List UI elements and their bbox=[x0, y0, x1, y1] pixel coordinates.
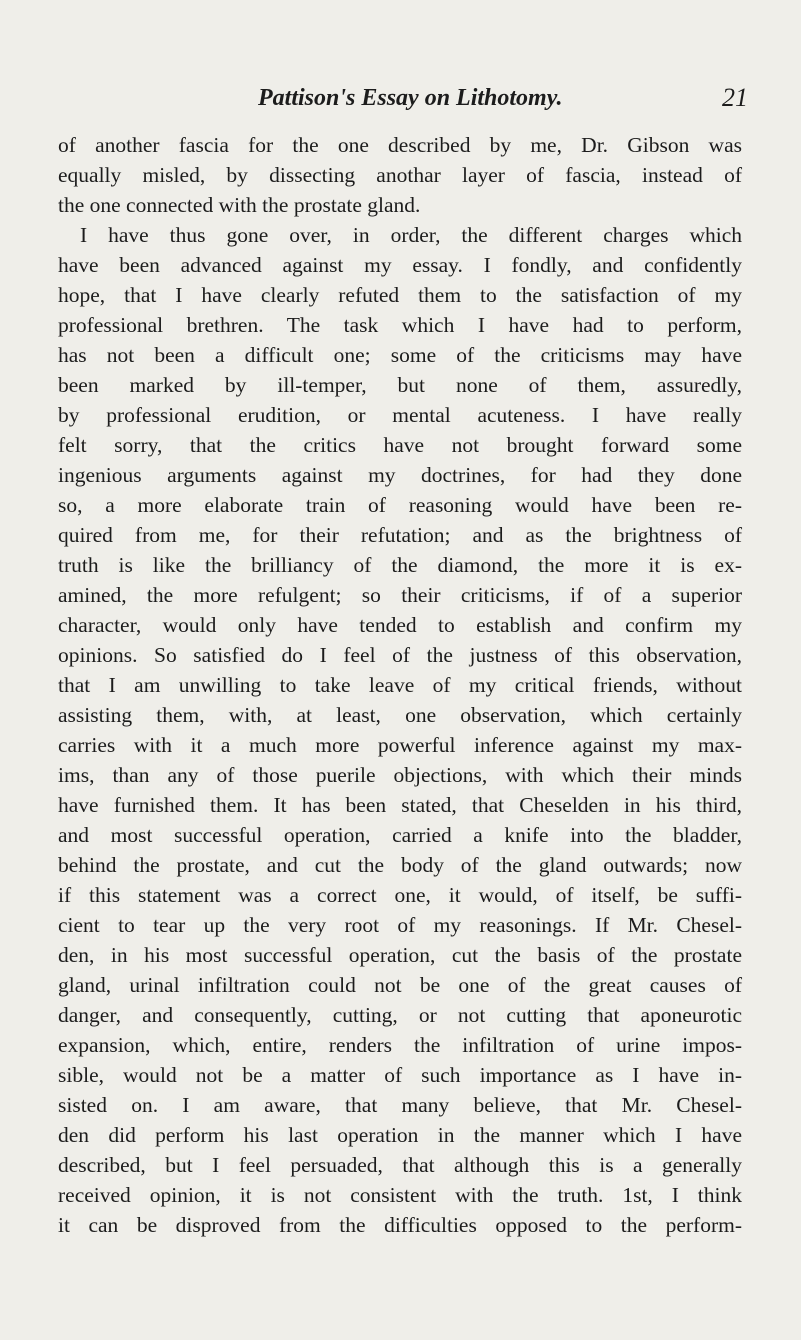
text-line: hope, that I have clearly refuted them to the satisfaction of my bbox=[58, 283, 742, 307]
page-number: 21 bbox=[722, 83, 748, 112]
text-line: of another fascia for the one described by me, Dr. Gibson was bbox=[58, 133, 742, 157]
text-line: danger, and consequently, cutting, or not cutting that aponeurotic bbox=[58, 1003, 742, 1027]
text-line: sisted on. I am aware, that many believe, that Mr. Chesel- bbox=[58, 1093, 742, 1117]
text-line: cient to tear up the very root of my reasonings. If Mr. Chesel- bbox=[58, 913, 742, 937]
text-line: if this statement was a correct one, it would, of itself, be suffi- bbox=[58, 883, 742, 907]
text-line: den, in his most successful operation, cut the basis of the prostate bbox=[58, 943, 742, 967]
text-line: character, would only have tended to establish and confirm my bbox=[58, 613, 742, 637]
text-line: has not been a difficult one; some of the criticisms may have bbox=[58, 343, 742, 367]
text-line: sible, would not be a matter of such importance as I have in- bbox=[58, 1063, 742, 1087]
text-line: behind the prostate, and cut the body of the gland outwards; now bbox=[58, 853, 742, 877]
text-line: opinions. So satisfied do I feel of the justness of this observation, bbox=[58, 643, 742, 667]
running-title: Pattison's Essay on Lithotomy. bbox=[258, 85, 563, 111]
text-line: gland, urinal infiltration could not be one of the great causes of bbox=[58, 973, 742, 997]
text-line: received opinion, it is not consistent with the truth. 1st, I think bbox=[58, 1183, 742, 1207]
text-line: have furnished them. It has been stated, that Cheselden in his third, bbox=[58, 793, 742, 817]
text-line: carries with it a much more powerful inference against my max- bbox=[58, 733, 742, 757]
text-line: den did perform his last operation in the manner which I have bbox=[58, 1123, 742, 1147]
text-line: quired from me, for their refutation; and as the brightness of bbox=[58, 523, 742, 547]
text-line: I have thus gone over, in order, the different charges which bbox=[80, 223, 742, 247]
text-line: been marked by ill-temper, but none of them, assuredly, bbox=[58, 373, 742, 397]
text-line: expansion, which, entire, renders the infiltration of urine impos- bbox=[58, 1033, 742, 1057]
text-line: it can be disproved from the difficulties opposed to the perform- bbox=[58, 1213, 742, 1237]
text-line: that I am unwilling to take leave of my critical friends, without bbox=[58, 673, 742, 697]
text-line: amined, the more refulgent; so their criticisms, if of a superior bbox=[58, 583, 742, 607]
text-line: professional brethren. The task which I have had to perform, bbox=[58, 313, 742, 337]
page-header bbox=[258, 82, 748, 122]
text-line: assisting them, with, at least, one observation, which certainly bbox=[58, 703, 742, 727]
text-line: and most successful operation, carried a knife into the bladder, bbox=[58, 823, 742, 847]
body-text bbox=[58, 130, 742, 1240]
text-line: felt sorry, that the critics have not brought forward some bbox=[58, 433, 742, 457]
text-line: have been advanced against my essay. I fondly, and confidently bbox=[58, 253, 742, 277]
text-line: ims, than any of those puerile objections, with which their minds bbox=[58, 763, 742, 787]
text-line: ingenious arguments against my doctrines, for had they done bbox=[58, 463, 742, 487]
text-line: truth is like the brilliancy of the diamond, the more it is ex- bbox=[58, 553, 742, 577]
text-line: by professional erudition, or mental acuteness. I have really bbox=[58, 403, 742, 427]
text-line: so, a more elaborate train of reasoning would have been re- bbox=[58, 493, 742, 517]
text-line: the one connected with the prostate gland. bbox=[58, 193, 421, 217]
text-line: described, but I feel persuaded, that although this is a generally bbox=[58, 1153, 742, 1177]
text-line: equally misled, by dissecting anothar layer of fascia, instead of bbox=[58, 163, 742, 187]
